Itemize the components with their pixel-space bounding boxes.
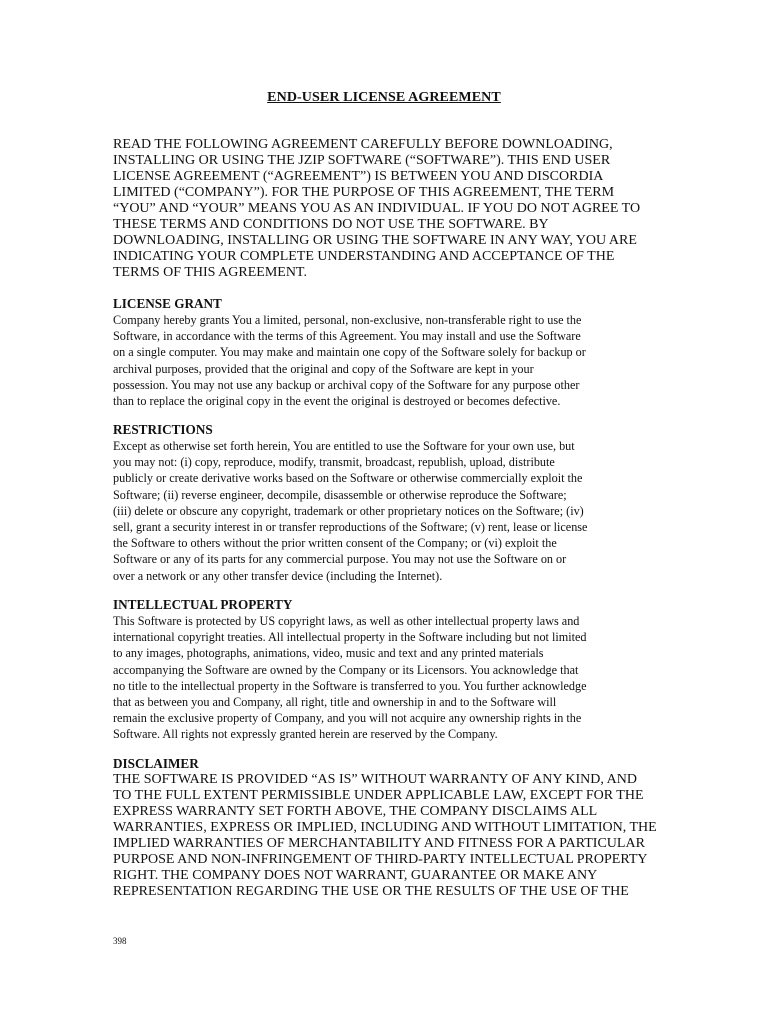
text-line: READ THE FOLLOWING AGREEMENT CAREFULLY BEFORE DOWNLOADING, xyxy=(113,137,613,152)
text-line: TO THE FULL EXTENT PERMISSIBLE UNDER APPLICABLE LAW, EXCEPT FOR THE xyxy=(113,788,644,803)
text-line: This Software is protected by US copyright laws, as well as other intellectual property laws and xyxy=(113,614,580,628)
section-intellectual-property xyxy=(113,597,658,743)
intro-paragraph xyxy=(113,137,658,281)
section-heading: LICENSE GRANT xyxy=(113,296,222,311)
text-line: no title to the intellectual property in the Software is transferred to you. You further acknowledge xyxy=(113,678,587,693)
text-line: THE SOFTWARE IS PROVIDED “AS IS” WITHOUT WARRANTY OF ANY KIND, AND xyxy=(113,772,637,787)
section-heading: DISCLAIMER xyxy=(113,756,199,771)
text-line: the Software to others without the prior written consent of the Company; or (vi) exploit the xyxy=(113,536,557,551)
text-line: Except as otherwise set forth herein, You are entitled to use the Software for your own use, but xyxy=(113,439,575,453)
text-line: LIMITED (“COMPANY”). FOR THE PURPOSE OF THIS AGREEMENT, THE TERM xyxy=(113,185,615,200)
text-line: EXPRESS WARRANTY SET FORTH ABOVE, THE COMPANY DISCLAIMS ALL xyxy=(113,804,598,819)
section-disclaimer xyxy=(113,756,658,900)
text-line: WARRANTIES, EXPRESS OR IMPLIED, INCLUDING AND WITHOUT LIMITATION, THE xyxy=(113,820,657,835)
text-line: you may not: (i) copy, reproduce, modify, transmit, broadcast, republish, upload, distribute xyxy=(113,455,555,470)
text-line: Software. All rights not expressly granted herein are reserved by the Company. xyxy=(113,727,498,742)
text-line: on a single computer. You may make and maintain one copy of the Software solely for backup or xyxy=(113,345,586,360)
text-line: possession. You may not use any backup or archival copy of the Software for any purpose other xyxy=(113,377,580,392)
text-line: LICENSE AGREEMENT (“AGREEMENT”) IS BETWEEN YOU AND DISCORDIA xyxy=(113,169,604,184)
text-line: (iii) delete or obscure any copyright, trademark or other proprietary notices on the Software; (iv) xyxy=(113,503,584,518)
section-heading: INTELLECTUAL PROPERTY xyxy=(113,597,293,612)
text-line: archival purposes, provided that the original and copy of the Software are kept in your xyxy=(113,361,534,376)
section-heading: RESTRICTIONS xyxy=(113,422,213,437)
section-license-grant xyxy=(113,296,658,409)
text-line: Software; (ii) reverse engineer, decompile, disassemble or otherwise reproduce the Software; xyxy=(113,487,567,502)
text-line: DOWNLOADING, INSTALLING OR USING THE SOFTWARE IN ANY WAY, YOU ARE xyxy=(113,233,637,248)
text-line: “YOU” AND “YOUR” MEANS YOU AS AN INDIVIDUAL. IF YOU DO NOT AGREE TO xyxy=(113,201,641,216)
text-line: Software, in accordance with the terms of this Agreement. You may install and use the Software xyxy=(113,329,581,344)
text-line: publicly or create derivative works based on the Software or otherwise commercially exploit the xyxy=(113,471,583,486)
text-line: to any images, photographs, animations, video, music and text and any printed materials xyxy=(113,646,544,661)
text-line: IMPLIED WARRANTIES OF MERCHANTABILITY AND FITNESS FOR A PARTICULAR xyxy=(113,836,645,851)
section-restrictions xyxy=(113,422,658,584)
text-line: TERMS OF THIS AGREEMENT. xyxy=(113,265,307,280)
text-line: over a network or any other transfer device (including the Internet). xyxy=(113,568,443,583)
text-line: sell, grant a security interest in or transfer reproductions of the Software; (v) rent, lease or license xyxy=(113,520,588,535)
text-line: Company hereby grants You a limited, personal, non-exclusive, non-transferable right to use the xyxy=(113,313,582,327)
page-number: 398 xyxy=(113,936,127,946)
text-line: PURPOSE AND NON-INFRINGEMENT OF THIRD-PARTY INTELLECTUAL PROPERTY xyxy=(113,852,648,867)
text-line: remain the exclusive property of Company, and you will not acquire any ownership rights in the xyxy=(113,711,582,726)
text-line: international copyright treaties. All intellectual property in the Software including but not limited xyxy=(113,630,587,645)
text-line: than to replace the original copy in the event the original is destroyed or becomes defective. xyxy=(113,394,561,409)
text-line: THESE TERMS AND CONDITIONS DO NOT USE THE SOFTWARE. BY xyxy=(113,217,549,232)
page-title: END-USER LICENSE AGREEMENT xyxy=(267,90,501,105)
text-line: RIGHT. THE COMPANY DOES NOT WARRANT, GUARANTEE OR MAKE ANY xyxy=(113,868,598,883)
text-line: that as between you and Company, all right, title and ownership in and to the Software will xyxy=(113,695,557,710)
text-line: INSTALLING OR USING THE JZIP SOFTWARE (“SOFTWARE”). THIS END USER xyxy=(113,153,611,168)
text-line: INDICATING YOUR COMPLETE UNDERSTANDING AND ACCEPTANCE OF THE xyxy=(113,249,615,264)
text-line: accompanying the Software are owned by the Company or its Licensors. You acknowledge that xyxy=(113,662,579,677)
text-line: REPRESENTATION REGARDING THE USE OR THE RESULTS OF THE USE OF THE xyxy=(113,884,629,899)
text-line: Software or any of its parts for any commercial purpose. You may not use the Software on or xyxy=(113,552,567,567)
